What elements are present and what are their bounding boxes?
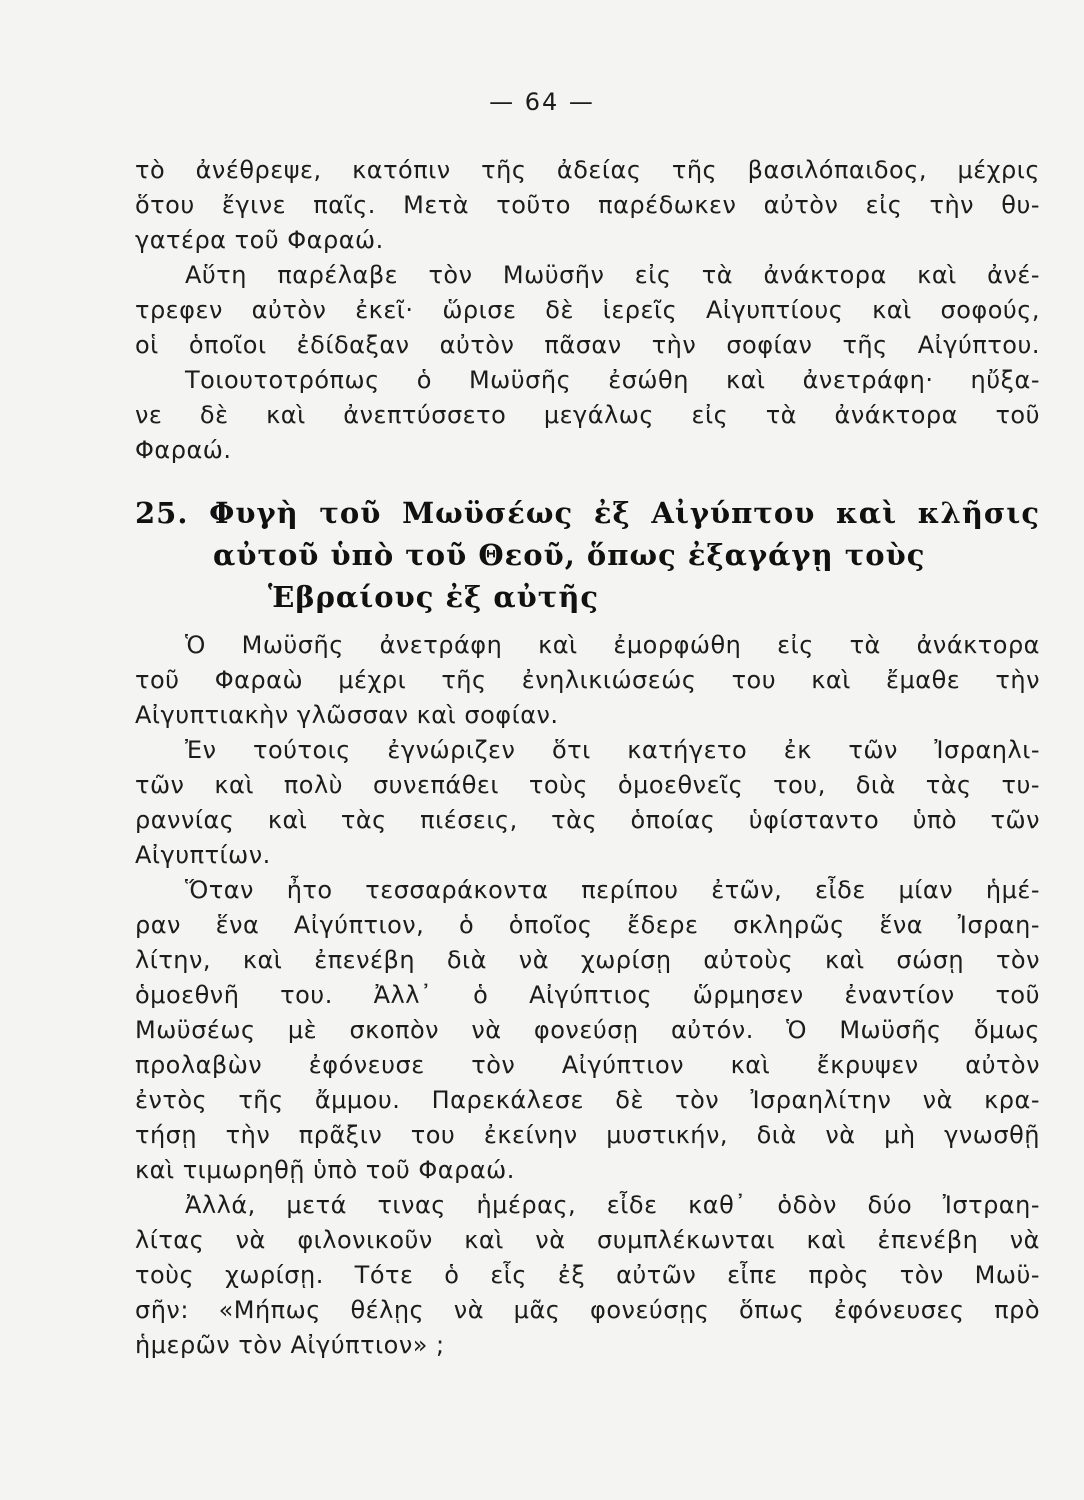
text-line: Μωϋσέως μὲ σκοπὸν νὰ φονεύσῃ αὐτόν. Ὁ Μωϋσῆς ὅμως: [135, 1016, 1040, 1044]
text-block-top: [135, 153, 1040, 468]
text-line: οἱ ὁποῖοι ἐδίδαξαν αὐτὸν πᾶσαν τὴν σοφίαν τῆς Αἰγύπτου.: [135, 331, 1040, 359]
text-line: Αἰγυπτίων.: [135, 841, 271, 869]
heading-line: 25. Φυγὴ τοῦ Μωϋσέως ἐξ Αἰγύπτου καὶ κλῆσις: [135, 496, 1040, 530]
text-line: λίτας νὰ φιλονικοῦν καὶ νὰ συμπλέκωνται καὶ ἐπενέβη νὰ: [135, 1226, 1040, 1254]
text-line: Αἰγυπτιακὴν γλῶσσαν καὶ σοφίαν.: [135, 701, 559, 729]
text-line: προλαβὼν ἐφόνευσε τὸν Αἰγύπτιον καὶ ἔκρυψεν αὐτὸν: [135, 1051, 1040, 1079]
text-line: Ὅταν ἦτο τεσσαράκοντα περίπου ἐτῶν, εἶδε μίαν ἡμέ-: [185, 876, 1040, 904]
text-line: ὅτου ἔγινε παῖς. Μετὰ τοῦτο παρέδωκεν αὐτὸν εἰς τὴν θυ-: [135, 191, 1040, 219]
text-line: ραν ἕνα Αἰγύπτιον, ὁ ὁποῖος ἔδερε σκληρῶς ἕνα Ἰσραη-: [135, 911, 1040, 939]
text-line: Τοιουτοτρόπως ὁ Μωϋσῆς ἐσώθη καὶ ἀνετράφη· ηὔξα-: [185, 366, 1040, 394]
text-line: νε δὲ καὶ ἀνεπτύσσετο μεγάλως εἰς τὰ ἀνάκτορα τοῦ: [135, 401, 1040, 429]
heading-line: Ἑβραίους ἐξ αὐτῆς: [268, 580, 600, 614]
text-line: Ὁ Μωϋσῆς ἀνετράφη καὶ ἐμορφώθη εἰς τὰ ἀνάκτορα: [185, 631, 1040, 659]
text-line: Αὕτη παρέλαβε τὸν Μωϋσῆν εἰς τὰ ἀνάκτορα καὶ ἀνέ-: [185, 261, 1040, 289]
text-line: Ἀλλά, μετά τινας ἡμέρας, εἶδε καθ᾽ ὁδὸν δύο Ἰστραη-: [185, 1191, 1040, 1219]
text-line: Φαραώ.: [135, 436, 232, 464]
text-line: καὶ τιμωρηθῇ ὑπὸ τοῦ Φαραώ.: [135, 1156, 515, 1184]
text-line: τήσῃ τὴν πρᾶξιν του ἐκείνην μυστικήν, διὰ νὰ μὴ γνωσθῇ: [135, 1121, 1040, 1149]
text-line: σῆν: «Μήπως θέλῃς νὰ μᾶς φονεύσῃς ὅπως ἐφόνευσες πρὸ: [135, 1296, 1040, 1324]
section-heading: [135, 492, 1040, 618]
text-line: τοὺς χωρίσῃ. Τότε ὁ εἷς ἐξ αὐτῶν εἶπε πρὸς τὸν Μωϋ-: [135, 1261, 1040, 1289]
page-number: — 64 —: [489, 88, 595, 116]
text-line: τρεφεν αὐτὸν ἐκεῖ· ὥρισε δὲ ἱερεῖς Αἰγυπτίους καὶ σοφούς,: [135, 296, 1040, 324]
text-line: ὁμοεθνῆ του. Ἀλλ᾽ ὁ Αἰγύπτιος ὥρμησεν ἐναντίον τοῦ: [135, 981, 1040, 1009]
text-line: ἡμερῶν τὸν Αἰγύπτιον» ;: [135, 1331, 445, 1359]
text-line: Ἐν τούτοις ἐγνώριζεν ὅτι κατήγετο ἐκ τῶν Ἰσραηλι-: [185, 736, 1040, 764]
text-block-bottom: [135, 628, 1040, 1363]
text-line: λίτην, καὶ ἐπενέβη διὰ νὰ χωρίσῃ αὐτοὺς καὶ σώσῃ τὸν: [135, 946, 1040, 974]
text-line: γατέρα τοῦ Φαραώ.: [135, 226, 384, 254]
text-line: ραννίας καὶ τὰς πιέσεις, τὰς ὁποίας ὑφίσταντο ὑπὸ τῶν: [135, 806, 1040, 834]
heading-line: αὐτοῦ ὑπὸ τοῦ Θεοῦ, ὅπως ἐξαγάγῃ τοὺς: [213, 538, 926, 572]
text-line: τὸ ἀνέθρεψε, κατόπιν τῆς ἀδείας τῆς βασιλόπαιδος, μέχρις: [135, 156, 1040, 184]
text-line: τῶν καὶ πολὺ συνεπάθει τοὺς ὁμοεθνεῖς του, διὰ τὰς τυ-: [135, 771, 1040, 799]
text-line: ἐντὸς τῆς ἄμμου. Παρεκάλεσε δὲ τὸν Ἰσραηλίτην νὰ κρα-: [135, 1086, 1040, 1114]
text-line: τοῦ Φαραὼ μέχρι τῆς ἐνηλικιώσεώς του καὶ ἔμαθε τὴν: [135, 666, 1040, 694]
